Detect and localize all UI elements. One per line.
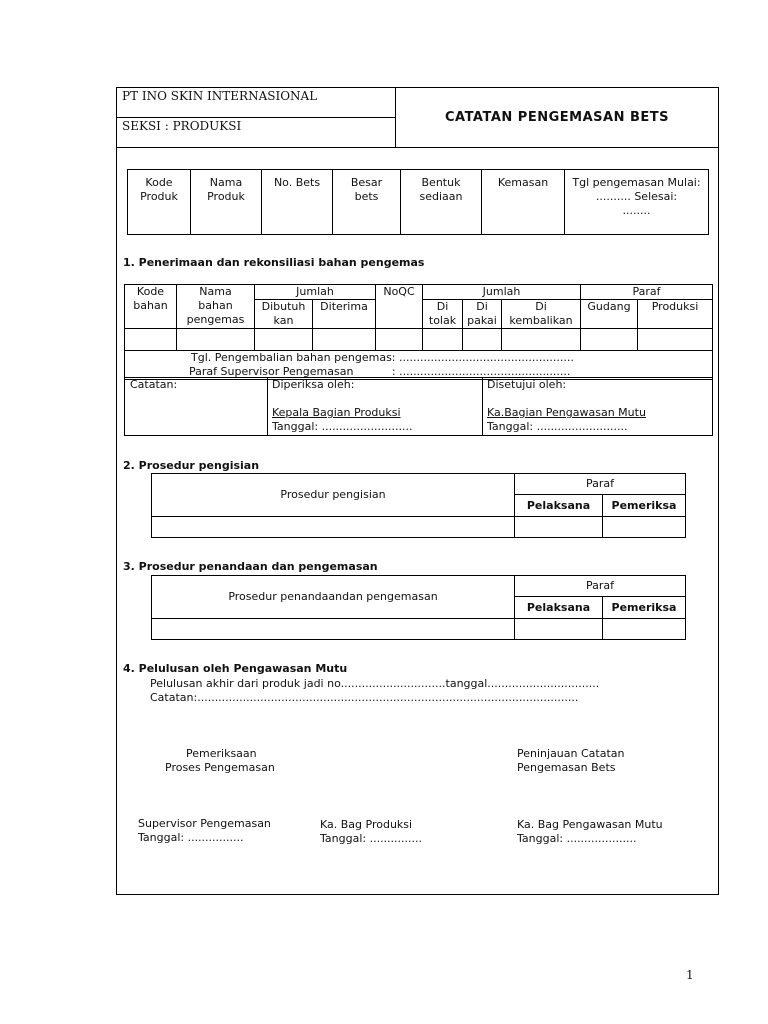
hdr-kode-bahan: [125, 285, 177, 329]
prosedur-penandaan-hdr: Prosedur penandaandan pengemasan: [152, 576, 515, 619]
data-cell: [152, 517, 515, 538]
header-left: [117, 88, 396, 148]
tgl-pengembalian: Tgl. Pengembalian bahan pengemas: ..................................................: [191, 351, 574, 364]
t-pakai: pakai: [467, 314, 497, 327]
data-cell: [463, 329, 502, 351]
label-tgl-mulai: Tgl pengemasan Mulai:: [572, 176, 701, 189]
data-cell: [515, 517, 603, 538]
peninjauan-label: Peninjauan Catatan: [517, 747, 625, 760]
product-info-table: [127, 169, 709, 235]
ka-bagian-mutu: Ka.Bagian Pengawasan Mutu: [487, 406, 646, 419]
t-kan: kan: [273, 314, 294, 327]
cell-besar-bets: [333, 170, 401, 235]
t-dibutuh: Dibutuh: [261, 300, 306, 313]
document-title: CATATAN PENGEMASAN BETS: [396, 88, 718, 148]
hdr-di-tolak: [423, 300, 463, 329]
pelulusan-line: Pelulusan akhir dari produk jadi no..............................tanggal................................: [150, 677, 600, 690]
hdr-gudang: Gudang: [581, 300, 638, 329]
cell-nama-produk: [191, 170, 262, 235]
data-cell: [638, 329, 713, 351]
t-di-1: Di: [436, 300, 449, 313]
data-cell: [255, 329, 313, 351]
sig-ka-mutu-date: Tanggal: ....................: [517, 832, 637, 845]
cell-kode-produk: [128, 170, 191, 235]
cell-bentuk-sediaan: [401, 170, 482, 235]
section3-title: 3. Prosedur penandaan dan pengemasan: [123, 560, 378, 573]
t-di-2: Di: [476, 300, 488, 313]
data-cell: [177, 329, 255, 351]
section2-title: 2. Prosedur pengisian: [123, 459, 260, 472]
label-dots: ........: [622, 204, 651, 217]
sig-ka-produksi: Ka. Bag Produksi: [320, 818, 413, 831]
sig-supervisor-date: Tanggal: ................: [138, 831, 244, 844]
t-nama: Nama: [199, 285, 232, 298]
label-produk-2: Produk: [207, 190, 245, 203]
data-cell: [376, 329, 423, 351]
hdr-diterima: Diterima: [313, 300, 376, 329]
t-di-3: Di: [535, 300, 547, 313]
prosedur-pengisian-hdr: Prosedur pengisian: [152, 474, 515, 517]
data-cell: [313, 329, 376, 351]
pemeriksa-hdr-2: Pemeriksa: [603, 495, 686, 517]
t-kembalikan: kembalikan: [509, 314, 573, 327]
hdr-noqc: NoQC: [376, 285, 423, 329]
hdr-jumlah: Jumlah: [255, 285, 376, 300]
catatan-cell: Catatan:: [125, 378, 268, 436]
reconciliation-table: [124, 284, 713, 380]
section4-title: 4. Pelulusan oleh Pengawasan Mutu: [123, 662, 348, 675]
label-kode: Kode: [145, 176, 173, 189]
data-cell: [515, 619, 603, 640]
pemeriksa-hdr-3: Pemeriksa: [603, 597, 686, 619]
kepala-produksi: Kepala Bagian Produksi: [272, 406, 401, 419]
label-nama: Nama: [209, 176, 243, 189]
pemeriksaan-label: Pemeriksaan: [186, 747, 257, 760]
proses-pengemasan-label: Proses Pengemasan: [165, 761, 275, 774]
pengembalian-row: [125, 351, 713, 380]
hdr-dibutuhkan: [255, 300, 313, 329]
hdr-di-pakai: [463, 300, 502, 329]
filling-procedure-table: [151, 473, 686, 538]
label-no-bets: No. Bets: [273, 176, 321, 189]
hdr-paraf: Paraf: [581, 285, 713, 300]
paraf-hdr-2: Paraf: [515, 474, 686, 495]
labeling-procedure-table: [151, 575, 686, 640]
pelaksana-hdr-2: Pelaksana: [515, 495, 603, 517]
page-number: 1: [686, 968, 694, 982]
data-cell: [581, 329, 638, 351]
t-bahan: bahan: [133, 299, 168, 312]
tanggal-2: Tanggal: ..........................: [487, 420, 628, 433]
label-sediaan: sediaan: [419, 190, 463, 203]
cell-no-bets: [262, 170, 333, 235]
data-cell: [603, 517, 686, 538]
t-pengemas: pengemas: [186, 313, 245, 326]
pengemasan-bets-label: Pengemasan Bets: [517, 761, 616, 774]
sig-supervisor: Supervisor Pengemasan: [138, 817, 271, 830]
section1-title: 1. Penerimaan dan rekonsiliasi bahan pengemas: [123, 256, 425, 269]
label-selesai: .......... Selesai:: [595, 190, 678, 203]
paraf-hdr-3: Paraf: [515, 576, 686, 597]
approval-table: [124, 377, 713, 436]
label-bentuk: Bentuk: [421, 176, 461, 189]
t-bahan-2: bahan: [198, 299, 233, 312]
company-name: PT INO SKIN INTERNASIONAL: [117, 88, 395, 118]
hdr-nama-bahan: [177, 285, 255, 329]
sig-ka-mutu: Ka. Bag Pengawasan Mutu: [517, 818, 663, 831]
label-besar: Besar: [350, 176, 383, 189]
hdr-di-kembalikan: [502, 300, 581, 329]
data-cell: [125, 329, 177, 351]
cell-kemasan: [482, 170, 565, 235]
hdr-jumlah-2: Jumlah: [423, 285, 581, 300]
label-kemasan: Kemasan: [497, 176, 549, 189]
document-frame: [116, 87, 719, 895]
sig-ka-produksi-date: Tanggal: ...............: [320, 832, 423, 845]
disetujui-label: Disetujui oleh:: [487, 378, 567, 391]
data-cell: [152, 619, 515, 640]
diperiksa-cell: [268, 378, 483, 436]
data-cell: [502, 329, 581, 351]
cell-tgl-pengemasan: [565, 170, 709, 235]
catatan-line: Catatan:.............................................................................................................: [150, 691, 579, 704]
tanggal-1: Tanggal: ..........................: [272, 420, 413, 433]
data-cell: [603, 619, 686, 640]
label-bets: bets: [354, 190, 379, 203]
pelaksana-hdr-3: Pelaksana: [515, 597, 603, 619]
data-cell: [423, 329, 463, 351]
diperiksa-label: Diperiksa oleh:: [272, 378, 355, 391]
t-kode: Kode: [136, 285, 165, 298]
section-name: SEKSI : PRODUKSI: [122, 119, 242, 133]
t-tolak: tolak: [428, 314, 457, 327]
label-produk: Produk: [140, 190, 178, 203]
paraf-supervisor: Paraf Supervisor Pengemasan : .................................................: [189, 365, 571, 378]
disetujui-cell: [483, 378, 713, 436]
hdr-produksi: Produksi: [638, 300, 713, 329]
